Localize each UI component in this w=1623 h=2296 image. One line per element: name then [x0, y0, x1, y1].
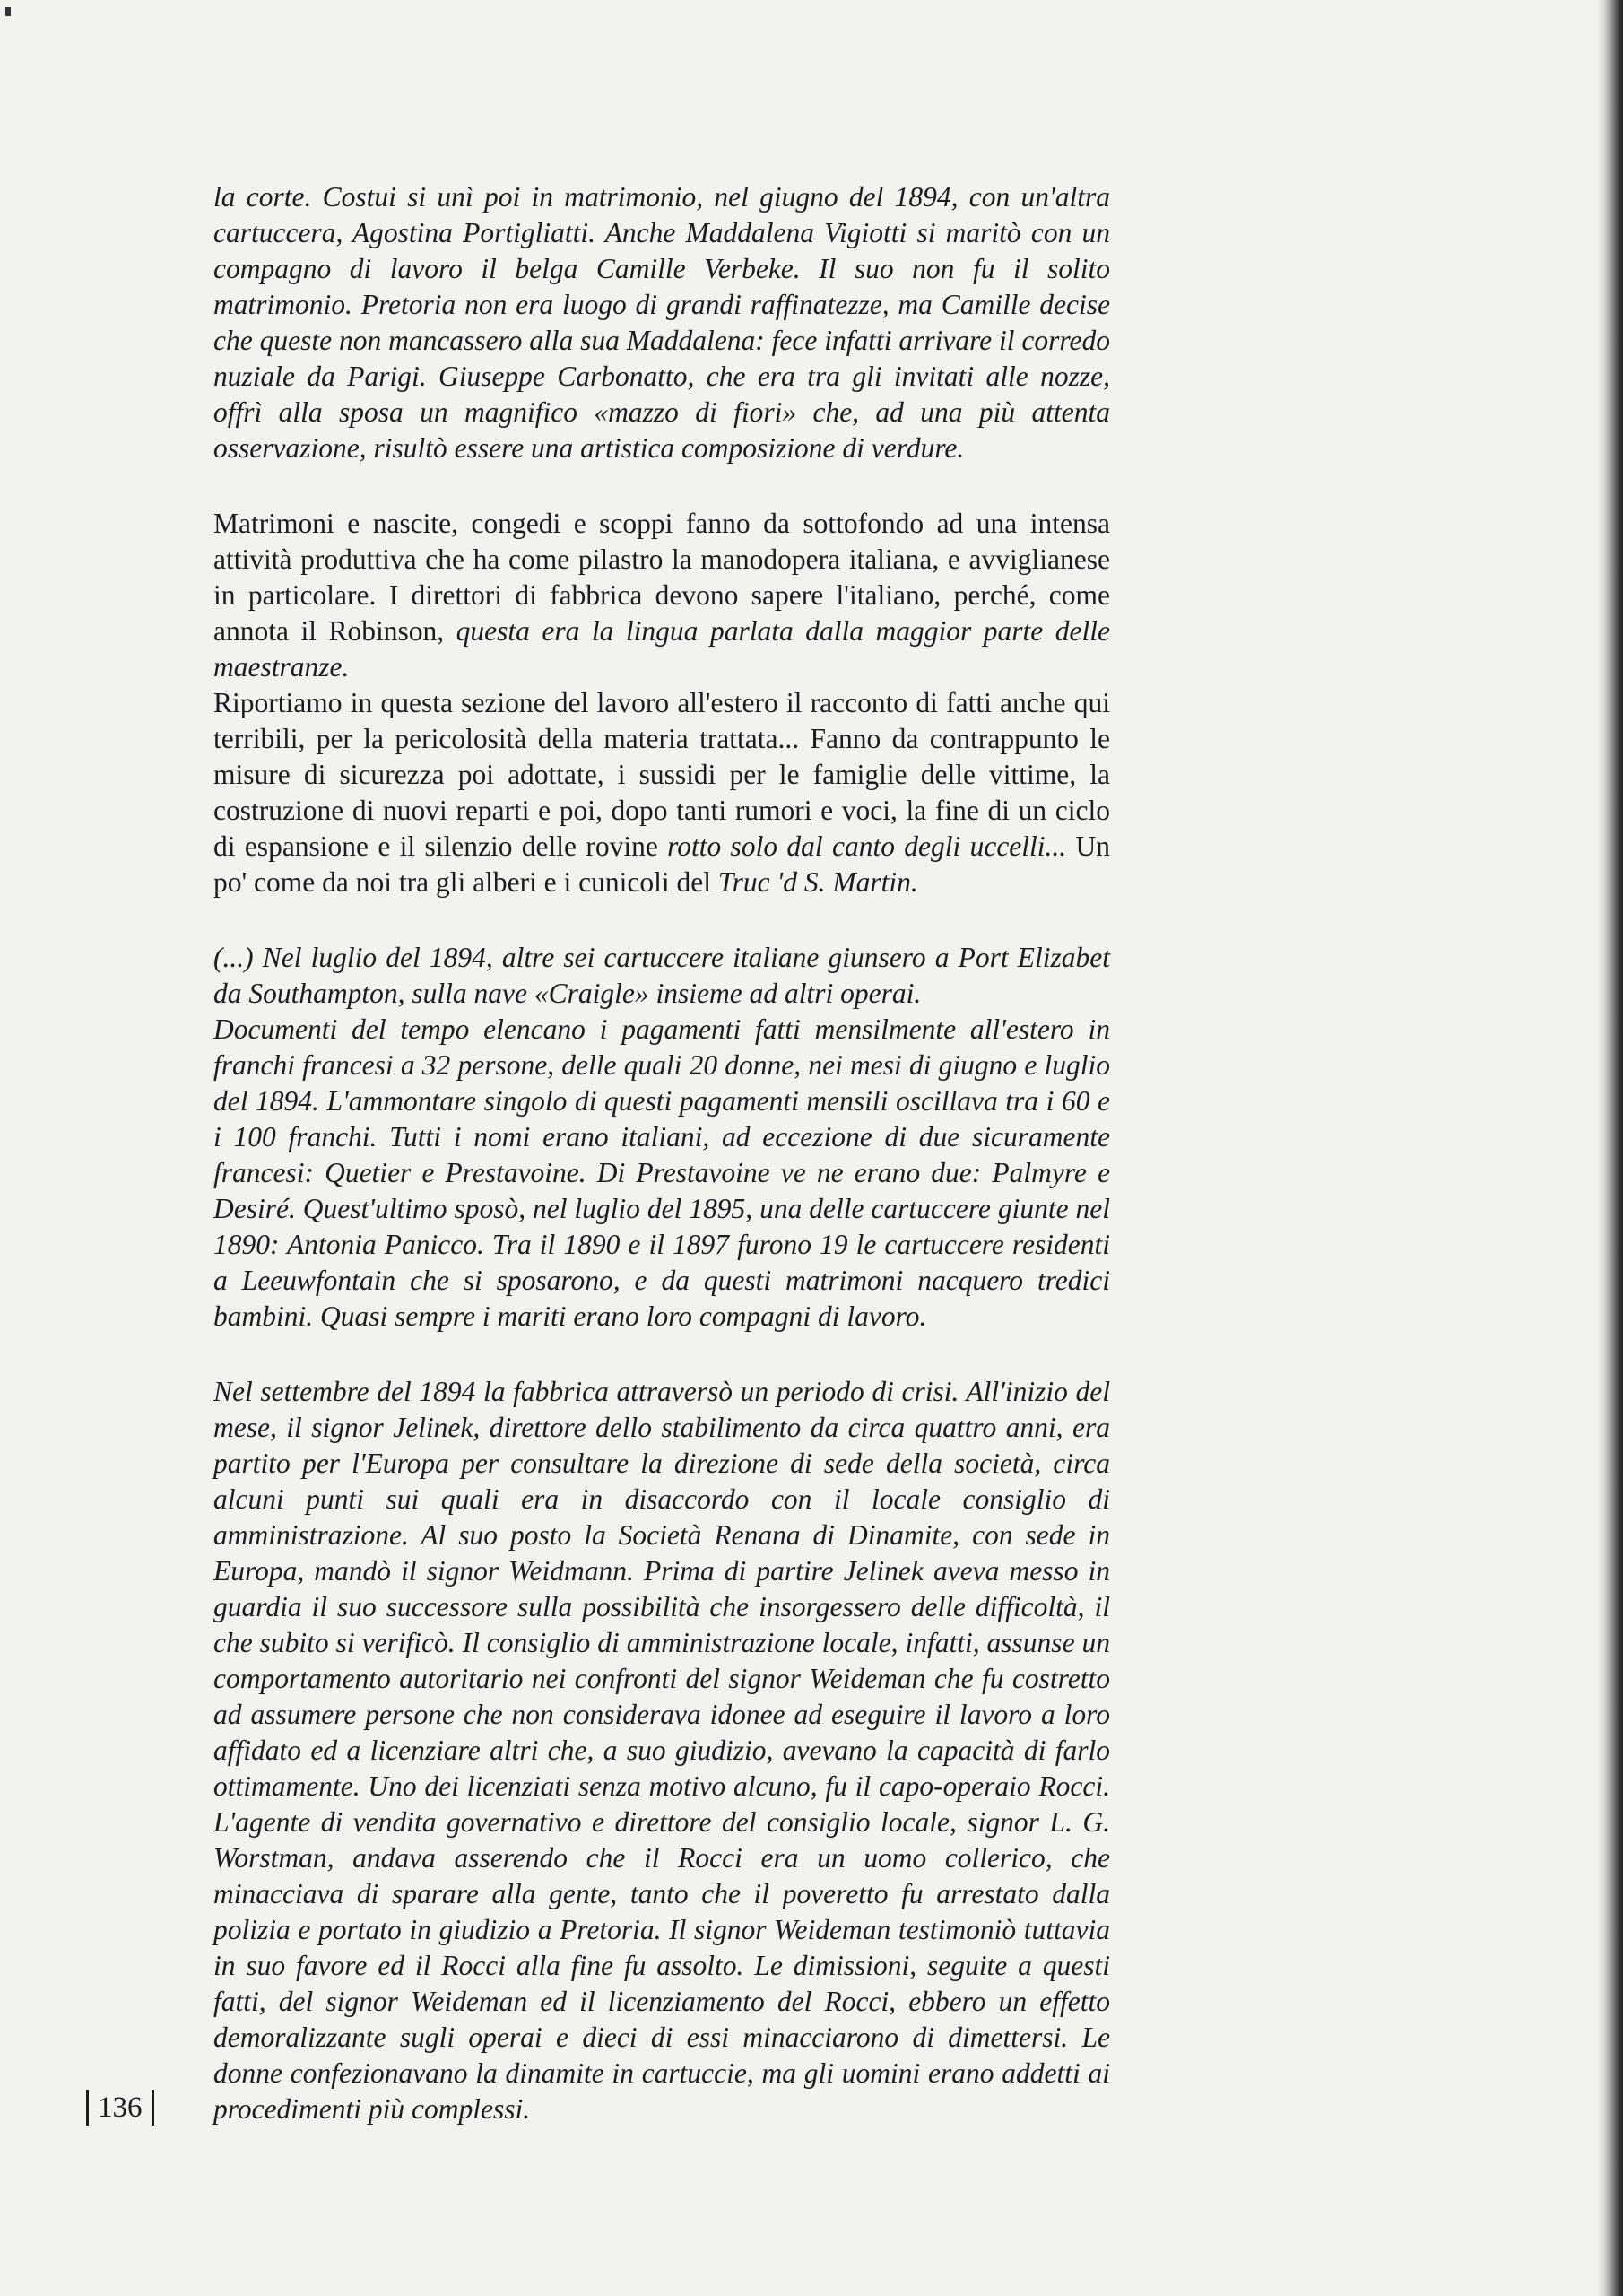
block-gap	[213, 466, 1110, 506]
paragraph	[213, 685, 1110, 900]
block-gap	[213, 900, 1110, 940]
paragraph: la corte. Costui si unì poi in matrimonio, nel giugno del 1894, con un'altra cartuccera, Agostina Portigliatti. Anche Maddalena Vigiotti si maritò con un compagno di lavoro il belga Camille Verbeke. Il suo non fu il solito matrimonio. Pretoria non era luogo di grandi raffinatezze, ma Camille decise che queste non mancassero alla sua Maddalena: fece infatti arrivare il corredo nuziale da Parigi. Giuseppe Carbonatto, che era tra gli invitati alle nozze, offrì alla sposa un magnifico «mazzo di fiori» che, ad una più attenta osservazione, risultò essere una artistica composizione di verdure.	[213, 181, 1110, 464]
quoted-phrase: rotto solo dal canto degli uccelli...	[667, 831, 1067, 862]
page-number: 136	[86, 2090, 154, 2126]
paragraph-text: Riportiamo in questa sezione del lavoro all'estero il racconto di fatti anche qui terribili, per la pericolosità della materia trattata... Fanno da contrappunto le misure di sicurezza poi adottate, i sussidi per le famiglie delle vittime, la costruzione di nuovi reparti e poi, dopo tanti rumori e voci, la fine di un ciclo di espansione e il silenzio delle rovine	[213, 687, 1110, 862]
page-body	[213, 179, 1110, 2127]
text-block-2	[213, 506, 1110, 900]
page-binding-edge	[1596, 0, 1623, 2296]
block-gap	[213, 1335, 1110, 1374]
paragraph-text: Un po' come da noi tra gli alberi e i cunicoli del	[213, 831, 1110, 898]
text-block-3	[213, 940, 1110, 1335]
paragraph	[213, 506, 1110, 685]
place-name: Truc 'd S. Martin.	[717, 866, 918, 898]
paragraph: (...) Nel luglio del 1894, altre sei cartuccere italiane giunsero a Port Elizabet da Southampton, sulla nave «Craigle» insieme ad altri operai.	[213, 942, 1110, 1009]
text-block-4	[213, 1374, 1110, 2127]
paragraph-text: Matrimoni e nascite, congedi e scoppi fanno da sottofondo ad una intensa attività produttiva che ha come pilastro la manodopera italiana, e avviglianese in particolare. I direttori di fabbrica devono sapere l'italiano, perché, come annota il Robinson,	[213, 508, 1110, 647]
paragraph: Documenti del tempo elencano i pagamenti fatti mensilmente all'estero in franchi francesi a 32 persone, delle quali 20 donne, nei mesi di giugno e luglio del 1894. L'ammontare singolo di questi pagamenti mensili oscillava tra i 60 e i 100 franchi. Tutti i nomi erano italiani, ad eccezione di due sicuramente francesi: Quetier e Prestavoine. Di Prestavoine ve ne erano due: Palmyre e Desiré. Quest'ultimo sposò, nel luglio del 1895, una delle cartuccere giunte nel 1890: Antonia Panicco. Tra il 1890 e il 1897 furono 19 le cartuccere residenti a Leeuwfontain che si sposarono, e da questi matrimoni nacquero tredici bambini. Quasi sempre i mariti erano loro compagni di lavoro.	[213, 1013, 1110, 1332]
scan-corner-mark	[5, 7, 11, 16]
text-block-1	[213, 179, 1110, 466]
paragraph: Nel settembre del 1894 la fabbrica attraversò un periodo di crisi. All'inizio del mese, il signor Jelinek, direttore dello stabilimento da circa quattro anni, era partito per l'Europa per consultare la direzione di sede della società, circa alcuni punti sui quali era in disaccordo con il locale consiglio di amministrazione. Al suo posto la Società Renana di Dinamite, con sede in Europa, mandò il signor Weidmann. Prima di partire Jelinek aveva messo in guardia il suo successore sulla possibilità che insorgessero delle difficoltà, il che subito si verificò. Il consiglio di amministrazione locale, infatti, assunse un comportamento autoritario nei confronti del signor Weideman che fu costretto ad assumere persone che non considerava idonee ad eseguire il lavoro a loro affidato ed a licenziare altri che, a suo giudizio, avevano la capacità di farlo ottimamente. Uno dei licenziati senza motivo alcuno, fu il capo-operaio Rocci. L'agente di vendita governativo e direttore del consiglio locale, signor L. G. Worstman, andava asserendo che il Rocci era un uomo collerico, che minacciava di sparare alla gente, tanto che il poveretto fu arrestato dalla polizia e portato in giudizio a Pretoria. Il signor Weideman testimoniò tuttavia in suo favore ed il Rocci alla fine fu assolto. Le dimissioni, seguite a questi fatti, del signor Weideman ed il licenziamento del Rocci, ebbero un effetto demoralizzante sugli operai e dieci di essi minacciarono di dimettersi. Le donne confezionavano la dinamite in cartuccie, ma gli uomini erano addetti ai procedimenti più complessi.	[213, 1376, 1110, 2125]
quoted-phrase: questa era la lingua parlata dalla maggior parte delle maestranze.	[213, 615, 1110, 683]
